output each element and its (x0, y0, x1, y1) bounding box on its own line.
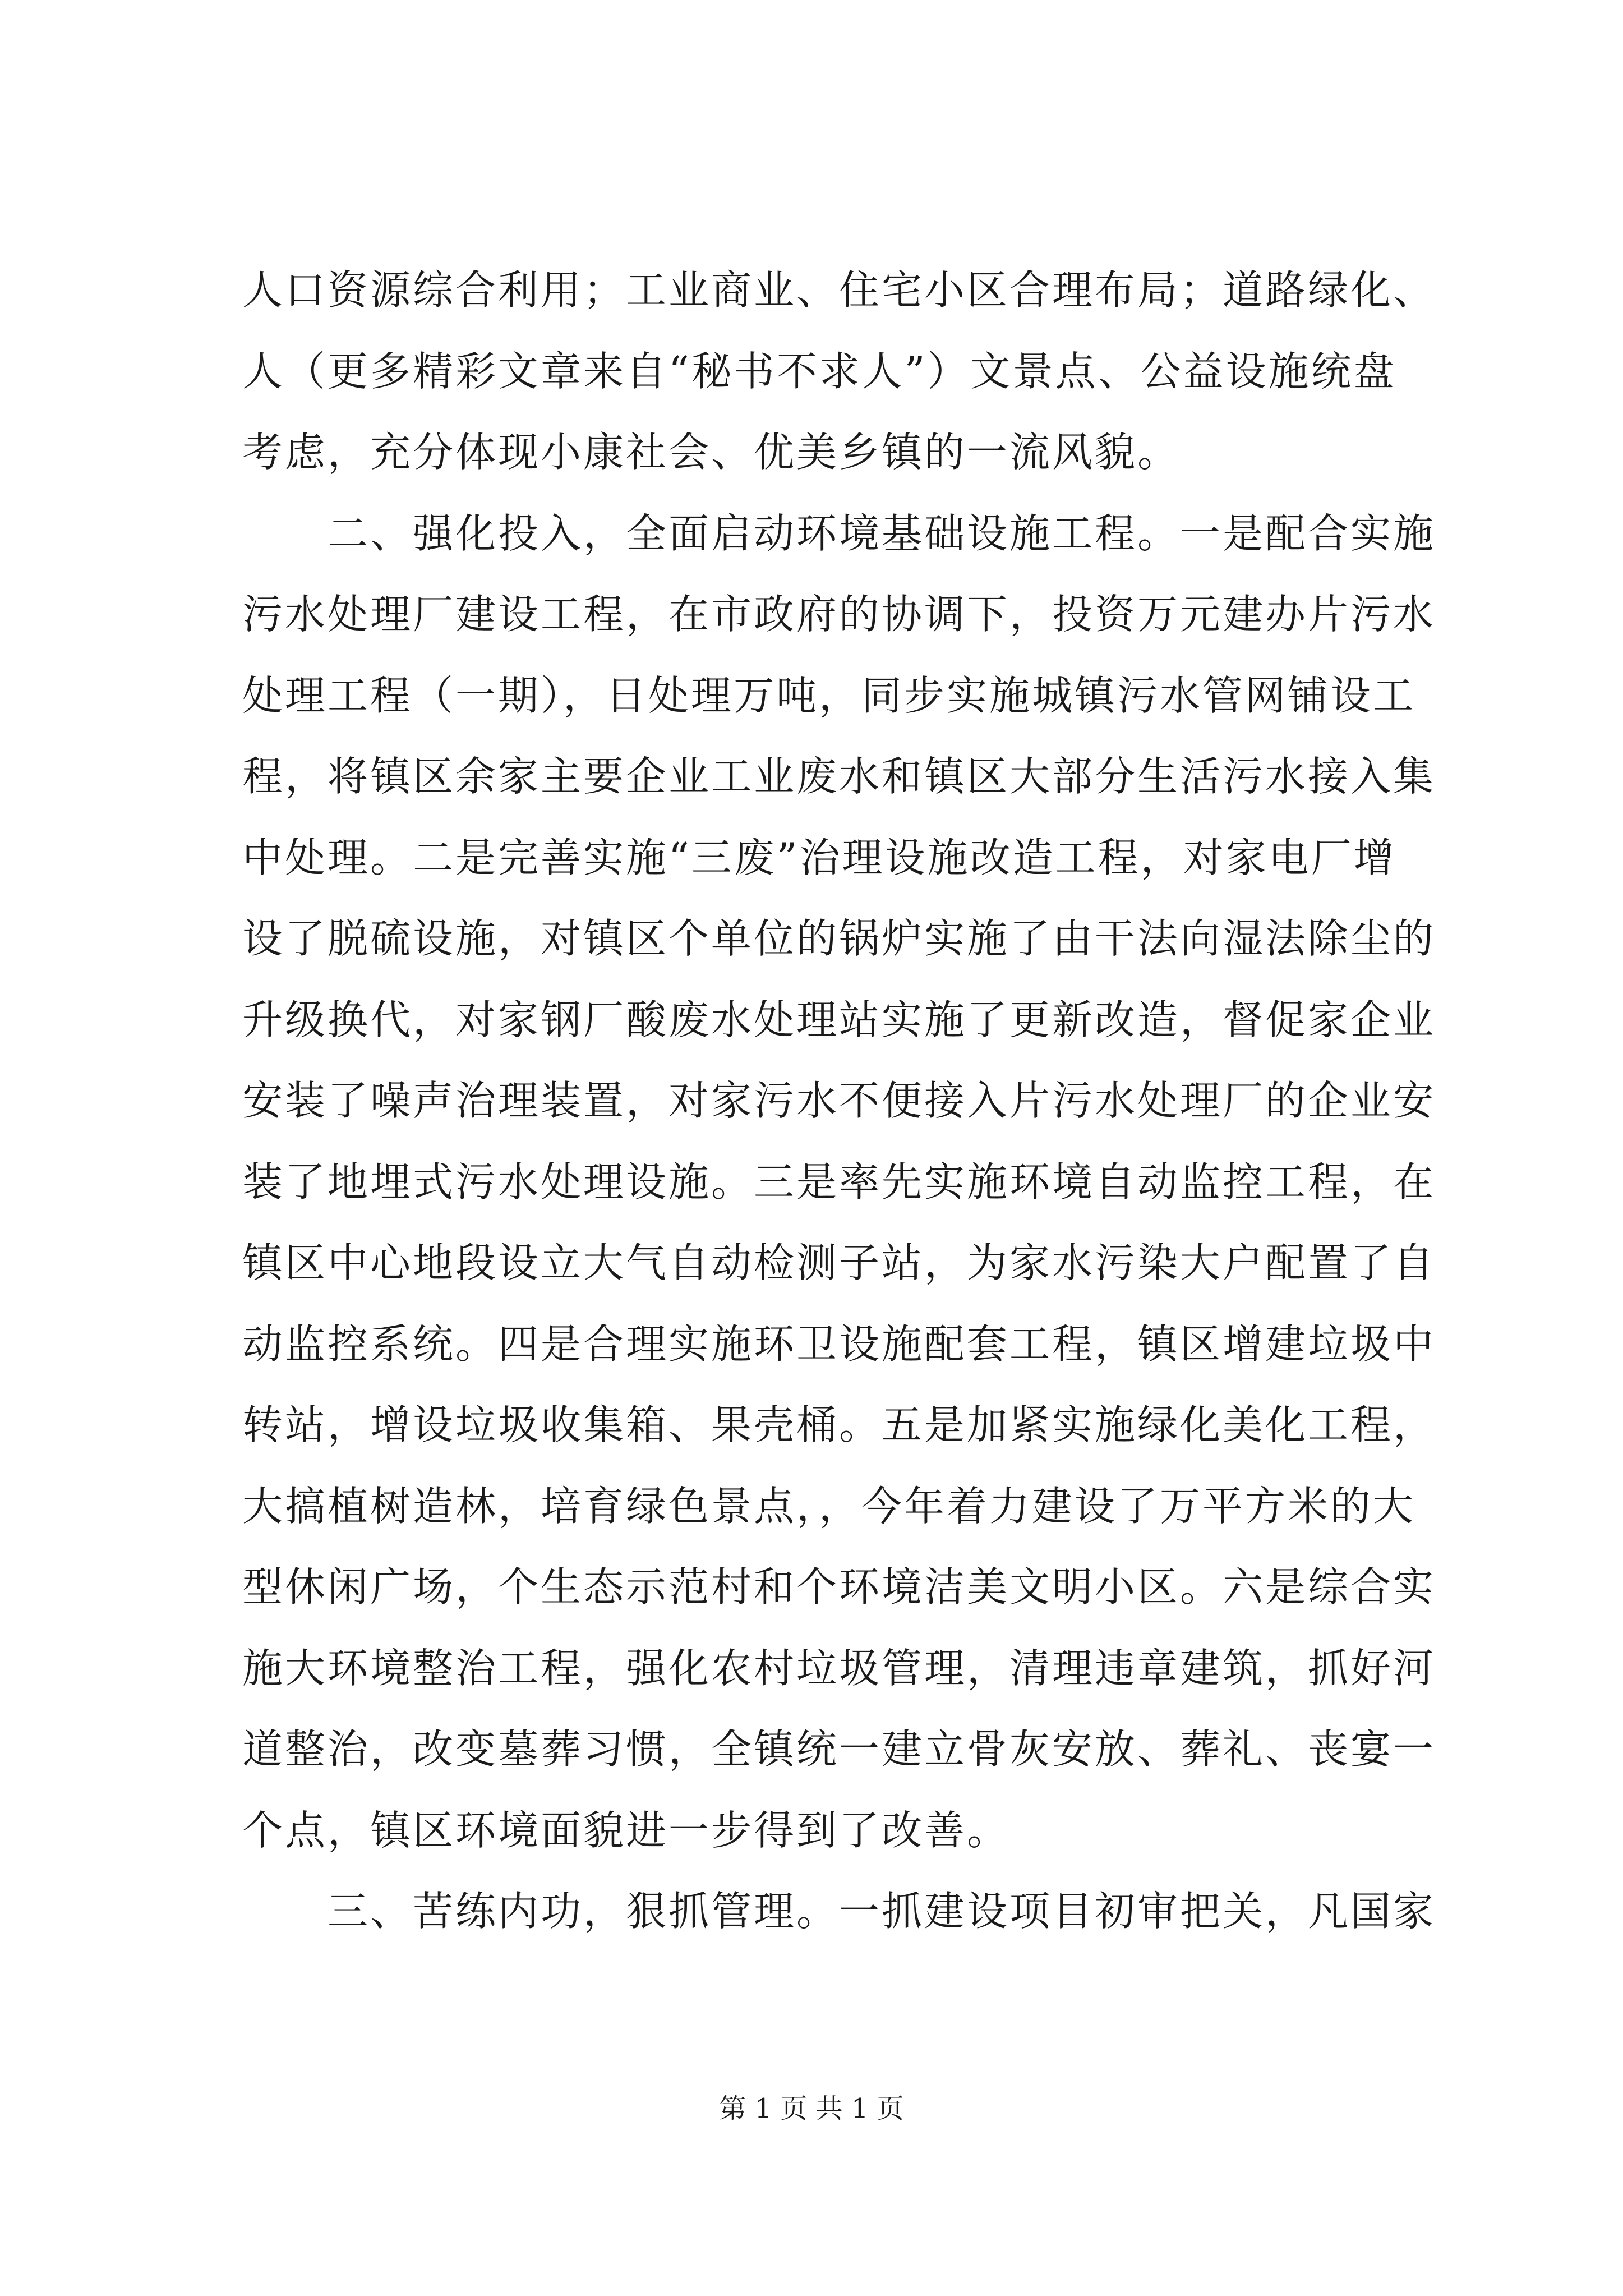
text-line: 装了地埋式污水处理设施。三是率先实施环境自动监控工程，在 (242, 1158, 1436, 1205)
text-line: 三、苦练内功，狠抓管理。一抓建设项目初审把关，凡国家 (242, 1888, 1436, 1935)
text-line: 二、强化投入，全面启动环境基础设施工程。一是配合实施 (242, 509, 1436, 557)
text-line: 镇区中心地段设立大气自动检测子站，为家水污染大户配置了自 (242, 1239, 1436, 1286)
text-line: 安装了噪声治理装置，对家污水不便接入片污水处理厂的企业安 (242, 1077, 1436, 1124)
text-line: 大搞植树造林，培育绿色景点，，今年着力建设了万平方米的大 (242, 1482, 1416, 1530)
text-line: 人（更多精彩文章来自“秘书不求人”）文景点、公益设施统盘 (242, 347, 1396, 395)
text-line: 型休闲广场，个生态示范村和个环境洁美文明小区。六是综合实 (242, 1563, 1436, 1611)
text-line: 动监控系统。四是合理实施环卫设施配套工程，镇区增建垃圾中 (242, 1320, 1436, 1368)
text-line: 道整治，改变墓葬习惯，全镇统一建立骨灰安放、葬礼、丧宴一 (242, 1726, 1436, 1773)
text-line: 转站，增设垃圾收集箱、果壳桶。五是加紧实施绿化美化工程， (242, 1401, 1436, 1448)
text-line: 中处理。二是完善实施“三废”治理设施改造工程，对家电厂增 (242, 834, 1396, 881)
text-line: 程，将镇区余家主要企业工业废水和镇区大部分生活污水接入集 (242, 753, 1436, 800)
text-line: 考虑，充分体现小康社会、优美乡镇的一流风貌。 (242, 429, 1181, 476)
text-line: 设了脱硫设施，对镇区个单位的锅炉实施了由干法向湿法除尘的 (242, 915, 1436, 962)
text-line: 处理工程（一期），日处理万吨，同步实施城镇污水管网铺设工 (242, 671, 1416, 719)
page-number-footer: 第 1 页 共 1 页 (719, 2093, 904, 2124)
text-line: 人口资源综合利用；工业商业、住宅小区合理布局；道路绿化、 (242, 266, 1436, 314)
text-line: 施大环境整治工程，强化农村垃圾管理，清理违章建筑，抓好河 (242, 1644, 1436, 1692)
text-line: 污水处理厂建设工程，在市政府的协调下，投资万元建办片污水 (242, 591, 1436, 638)
text-line: 升级换代，对家钢厂酸废水处理站实施了更新改造，督促家企业 (242, 996, 1436, 1043)
body-text (242, 250, 1436, 1952)
text-line: 个点，镇区环境面貌进一步得到了改善。 (242, 1806, 1010, 1854)
